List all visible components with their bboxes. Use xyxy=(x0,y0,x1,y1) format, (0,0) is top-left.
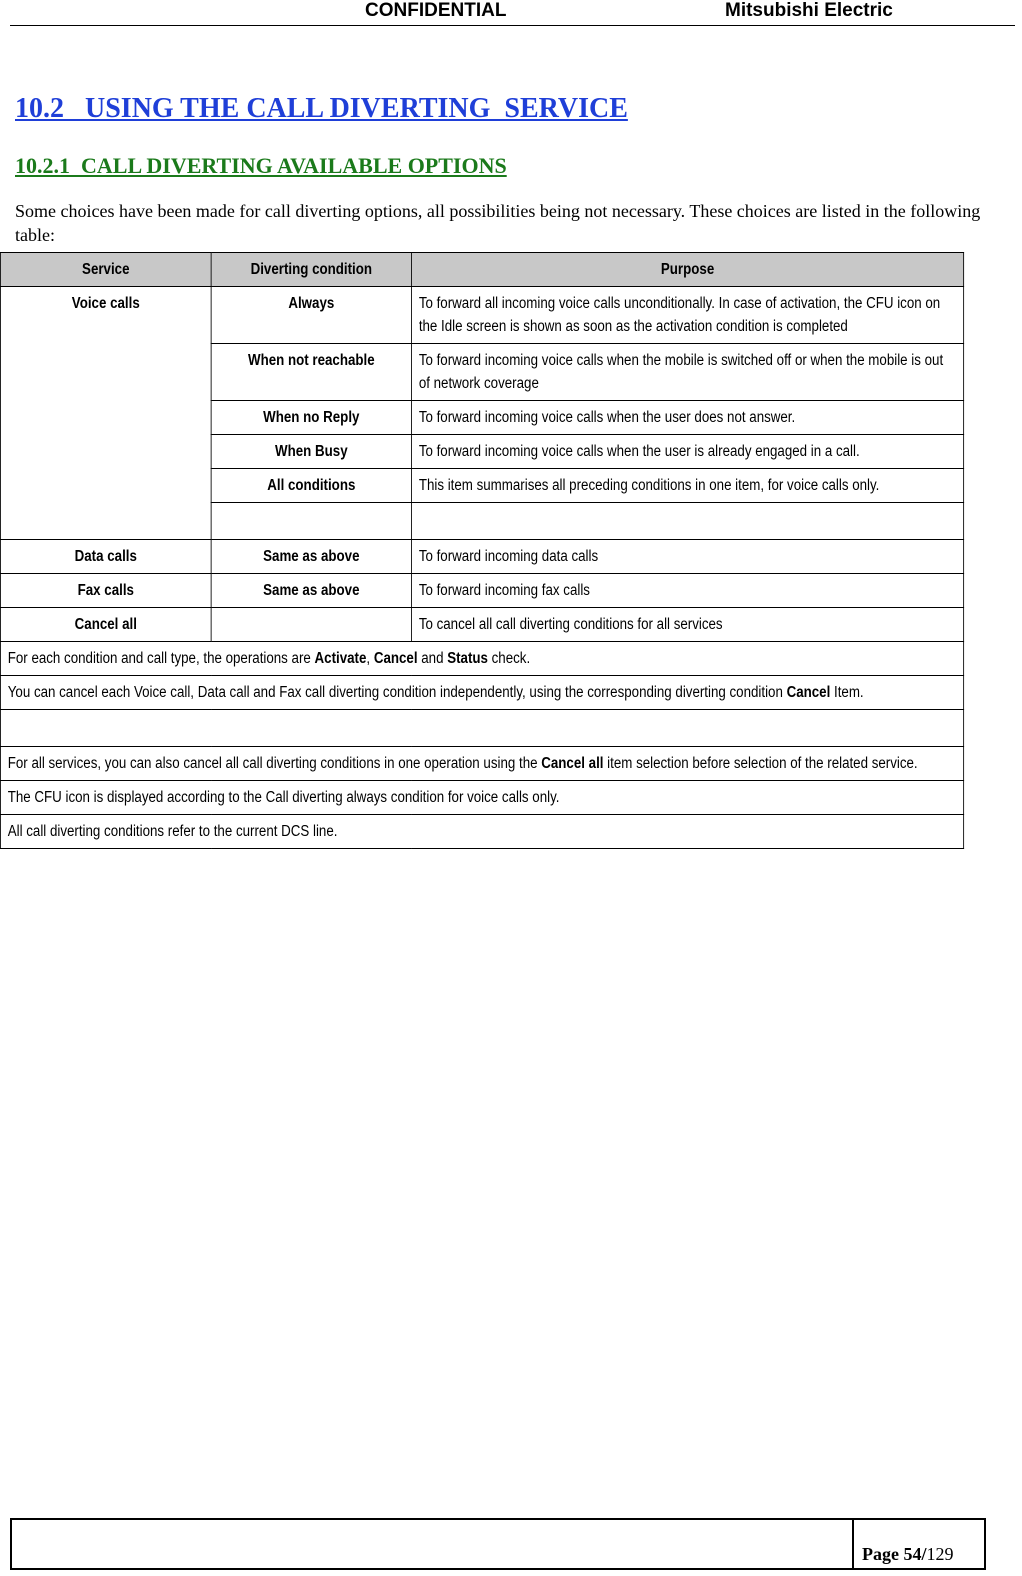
subsection-heading: 10.2.1 CALL DIVERTING AVAILABLE OPTIONS xyxy=(15,153,507,178)
note-row xyxy=(0,815,963,849)
table-header-row xyxy=(0,253,963,287)
page-label: Page 54/ xyxy=(862,1544,927,1564)
cancel-all-note xyxy=(0,747,963,781)
column-header-service: Service xyxy=(0,253,211,287)
note-text: item selection before selection of the related service. xyxy=(603,755,918,772)
page-number xyxy=(862,1544,954,1565)
condition-cell: Always xyxy=(211,287,411,344)
note-bold-status: Status xyxy=(447,650,488,667)
purpose-cell: To forward incoming data calls xyxy=(412,540,964,574)
condition-cell xyxy=(211,608,411,642)
company-name: Mitsubishi Electric xyxy=(725,0,893,21)
note-text: and xyxy=(417,650,448,667)
purpose-cell: To forward incoming fax calls xyxy=(412,574,964,608)
dcs-note: All call diverting conditions refer to the current DCS line. xyxy=(0,815,963,849)
intro-paragraph: Some choices have been made for call diverting options, all possibilities being not necessary. These choices are listed in the following table: xyxy=(15,201,981,245)
note-row xyxy=(0,642,963,676)
cancel-note xyxy=(0,676,963,710)
cfu-note: The CFU icon is displayed according to the Call diverting always condition for voice calls only. xyxy=(0,781,963,815)
note-text: For all services, you can also cancel all call diverting conditions in one operation using the xyxy=(7,755,542,772)
condition-cell: When not reachable xyxy=(211,344,411,401)
service-cell: Data calls xyxy=(0,540,211,574)
empty-cell xyxy=(211,503,411,540)
note-row xyxy=(0,676,963,710)
condition-cell: When Busy xyxy=(211,435,411,469)
condition-cell: Same as above xyxy=(211,540,411,574)
note-bold-cancel: Cancel xyxy=(373,650,418,667)
condition-cell: Same as above xyxy=(211,574,411,608)
purpose-cell: To cancel all call diverting conditions for all services xyxy=(412,608,964,642)
note-text: You can cancel each Voice call, Data call and Fax call diverting condition independently, using the corresponding diverting condition xyxy=(7,684,787,701)
note-row-empty xyxy=(0,710,963,747)
note-text: check. xyxy=(487,650,531,667)
purpose-cell: To forward all incoming voice calls unconditionally. In case of activation, the CFU icon on the Idle screen is shown as soon as the activation condition is completed xyxy=(412,287,964,344)
call-diverting-table xyxy=(0,252,964,849)
condition-cell: When no Reply xyxy=(211,401,411,435)
note-text: Item. xyxy=(830,684,864,701)
purpose-cell: This item summarises all preceding conditions in one item, for voice calls only. xyxy=(412,469,964,503)
table-row xyxy=(0,540,963,574)
note-bold-activate: Activate xyxy=(314,650,367,667)
note-bold-cancel-all: Cancel all xyxy=(541,755,604,772)
page-header xyxy=(10,0,1015,26)
purpose-cell: To forward incoming voice calls when the user is already engaged in a call. xyxy=(412,435,964,469)
service-cell: Fax calls xyxy=(0,574,211,608)
service-voice-calls: Voice calls xyxy=(0,287,211,540)
confidential-label: CONFIDENTIAL xyxy=(365,0,507,21)
purpose-cell: To forward incoming voice calls when the mobile is switched off or when the mobile is out of network coverage xyxy=(412,344,964,401)
note-row xyxy=(0,781,963,815)
note-bold-cancel: Cancel xyxy=(786,684,831,701)
operations-note xyxy=(0,642,963,676)
column-header-purpose: Purpose xyxy=(412,253,964,287)
note-row xyxy=(0,747,963,781)
empty-cell xyxy=(0,710,963,747)
column-header-condition: Diverting condition xyxy=(211,253,411,287)
note-text: For each condition and call type, the operations are xyxy=(7,650,315,667)
purpose-cell: To forward incoming voice calls when the user does not answer. xyxy=(412,401,964,435)
footer-divider xyxy=(852,1520,854,1568)
table-row xyxy=(0,287,963,344)
service-cell: Cancel all xyxy=(0,608,211,642)
page-footer xyxy=(10,1518,986,1570)
empty-cell xyxy=(412,503,964,540)
table-row xyxy=(0,574,963,608)
section-heading: 10.2 USING THE CALL DIVERTING SERVICE xyxy=(15,93,628,124)
condition-cell: All conditions xyxy=(211,469,411,503)
page-total: 129 xyxy=(926,1544,954,1564)
note-text: , xyxy=(366,650,374,667)
table-row xyxy=(0,608,963,642)
